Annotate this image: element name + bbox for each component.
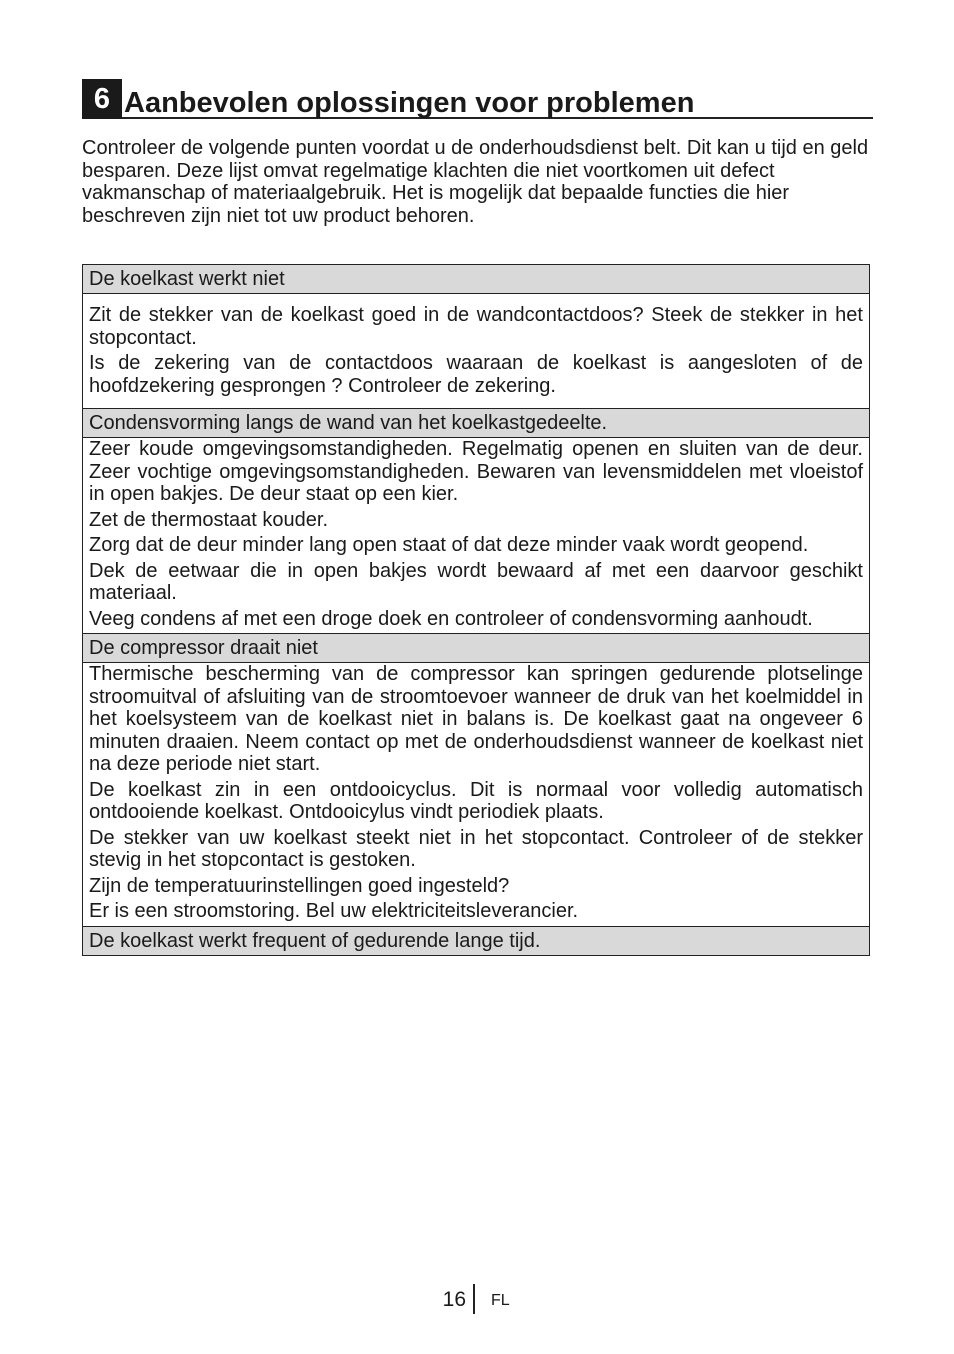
footer-divider (473, 1284, 475, 1314)
solution-text: Zet de thermostaat kouder. (89, 508, 329, 531)
page-number: 16 (442, 1288, 466, 1311)
solution-text: De koelkast zin in een ontdooicyclus. Dit is normaal voor volledig automatisch ontdooiende koelkast. Ontdooicylus vindt periodiek plaats. (89, 778, 863, 823)
section-number: 6 (82, 79, 122, 119)
problem-title: De koelkast werkt frequent of gedurende lange tijd. (83, 926, 870, 955)
solution-row (83, 438, 870, 634)
solution-text: Zijn de temperatuurinstellingen goed ingesteld? (89, 874, 510, 897)
problem-title: De compressor draait niet (83, 634, 870, 663)
section-heading (82, 79, 873, 119)
solution-row (83, 663, 870, 927)
problem-title: Condensvorming langs de wand van het koelkastgedeelte. (83, 409, 870, 438)
solution-text: De stekker van uw koelkast steekt niet in het stopcontact. Controleer of de stekker stevig in het stopcontact is gestoken. (89, 826, 863, 871)
solution-text: Zeer koude omgevingsomstandigheden. Regelmatig openen en sluiten van de deur. Zeer vochtige omgevingsomstandigheden. Bewaren van levensmiddelen met vloeistof in open bakjes. De deur staat op een kier. (89, 438, 863, 505)
solution-text: Zit de stekker van de koelkast goed in de wandcontactdoos? Steek de stekker in het stopcontact. (89, 304, 863, 349)
solution-text: Zorg dat de deur minder lang open staat of dat deze minder vaak wordt geopend. (89, 534, 809, 556)
section-title: Aanbevolen oplossingen voor problemen (124, 87, 695, 119)
troubleshooting-table (82, 264, 870, 956)
solution-text: Is de zekering van de contactdoos waaraan de koelkast is aangesloten of de hoofdzekering gesprongen ? Controleer de zekering. (89, 352, 863, 397)
problem-title: De koelkast werkt niet (83, 265, 870, 294)
problem-header-row (83, 409, 870, 438)
page-footer (0, 1284, 954, 1316)
solution-row (83, 294, 870, 409)
problem-header-row (83, 634, 870, 663)
solution-text: Veeg condens af met een droge doek en controleer of condensvorming aanhoudt. (89, 607, 813, 630)
problem-header-row (83, 926, 870, 955)
solution-text: Er is een stroomstoring. Bel uw elektriciteitsleverancier. (89, 900, 579, 922)
solution-text: Dek de eetwaar die in open bakjes wordt bewaard af met een daarvoor geschikt materiaal. (89, 559, 863, 604)
solution-text: Thermische bescherming van de compressor kan springen gedurende plotselinge stroomuitval of afsluiting van de stroomtoevoer wanneer de druk van het koelmiddel in het koelsysteem van de koelkast niet in balans is. De koelkast gaat na ongeveer 6 minuten draaien. Neem contact op met de onderhoudsdienst wanneer de koelkast niet na deze periode niet start. (89, 663, 863, 775)
problem-header-row (83, 265, 870, 294)
language-code: FL (491, 1292, 510, 1309)
intro-paragraph: Controleer de volgende punten voordat u de onderhoudsdienst belt. Dit kan u tijd en geld besparen. Deze lijst omvat regelmatige klachten die niet voortkomen uit defect vakmanschap of materiaalgebruik. Het is mogelijk dat bepaalde functies die hier beschreven zijn niet tot uw product behoren. (82, 137, 869, 227)
